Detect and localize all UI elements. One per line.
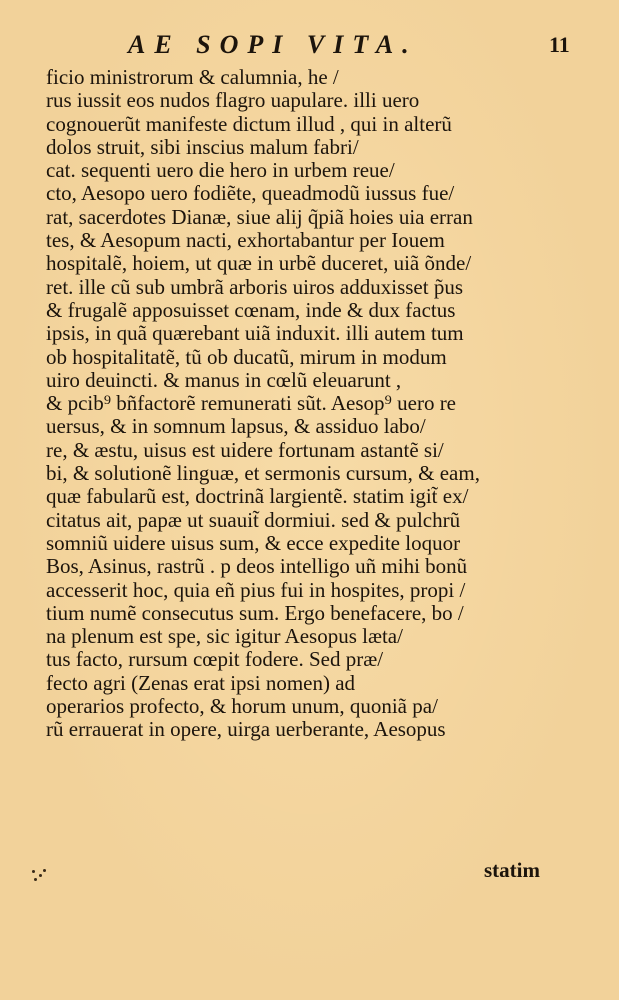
text-line: dolos struit, sibi inscius malum fabri/ [46,134,359,159]
text-line: operarios profecto, & horum unum, quoniã pa/ [46,694,438,719]
text-line: bi, & solutionẽ linguæ, et sermonis cursum, & eam, [46,461,480,486]
text-line: ipsis, in quã quærebant uiã induxit. illi autem tum [46,321,464,346]
text-line: & frugalẽ apposuisset cœnam, inde & dux factus [46,297,456,322]
text-line: fecto agri (Zenas erat ipsi nomen) ad [46,670,356,695]
text-line: cat. sequenti uero die hero in urbem reue/ [46,158,395,183]
text-line: na plenum est spe, sic igitur Aesopus læta/ [46,624,403,649]
running-title: AE SOPI VITA. [128,30,418,59]
folio-number: 11 [549,32,570,57]
text-line: citatus ait, papæ ut suauit̃ dormiui. sed & pulchrũ [46,507,461,532]
text-line: quæ fabularũ est, doctrinã largientẽ. statim igit̃ ex/ [46,484,469,509]
text-line: rũ errauerat in opere, uirga uerberante, Aesopus [46,717,446,742]
catchword: statim [484,858,540,882]
text-line: tus facto, rursum cœpit fodere. Sed præ/ [46,647,384,672]
text-line: uersus, & in somnum lapsus, & assiduo labo/ [46,414,426,439]
text-line: hospitalẽ, hoiem, ut quæ in urbẽ duceret, uiã õnde/ [46,251,472,276]
text-line: accesserit hoc, quia eñ pius fui in hospites, propi / [46,577,466,602]
ink-smudge [30,868,48,882]
text-line: tium numẽ consecutus sum. Ergo benefacere, bo / [46,600,464,625]
text-line: ficio ministrorum & calumnia, he / [46,65,339,89]
body-text [46,66,546,742]
text-line: ret. ille cũ sub umbrã arboris uiros adduxisset p̃us [46,274,464,299]
text-line: rus iussit eos nudos flagro uapulare. illi uero [46,88,420,113]
text-line: re, & æstu, uisus est uidere fortunam astantẽ si/ [46,437,444,462]
text-line: Bos, Asinus, rastrũ . p deos intelligo uñ mihi bonũ [46,554,468,579]
text-line: uiro deuincti. & manus in cœlũ eleuarunt , [46,367,402,392]
text-line: rat, sacerdotes Dianæ, siue alij q̃piã hoies uia erran [46,204,473,229]
text-line: somniũ uidere uisus sum, & ecce expedite loquor [46,530,461,555]
page-header [0,30,619,60]
text-line: tes, & Aesopum nacti, exhortabantur per Iouem [46,228,445,253]
text-line: cto, Aesopo uero fodiẽte, queadmodũ iussus fue/ [46,181,455,206]
text-line: cognouerũt manifeste dictum illud , qui in alterũ [46,111,452,136]
text-line: & pcib⁹ bñfactorẽ remunerati sũt. Aesop⁹ uero re [46,391,457,416]
text-line: ob hospitalitatẽ, tũ ob ducatũ, mirum in modum [46,344,447,369]
